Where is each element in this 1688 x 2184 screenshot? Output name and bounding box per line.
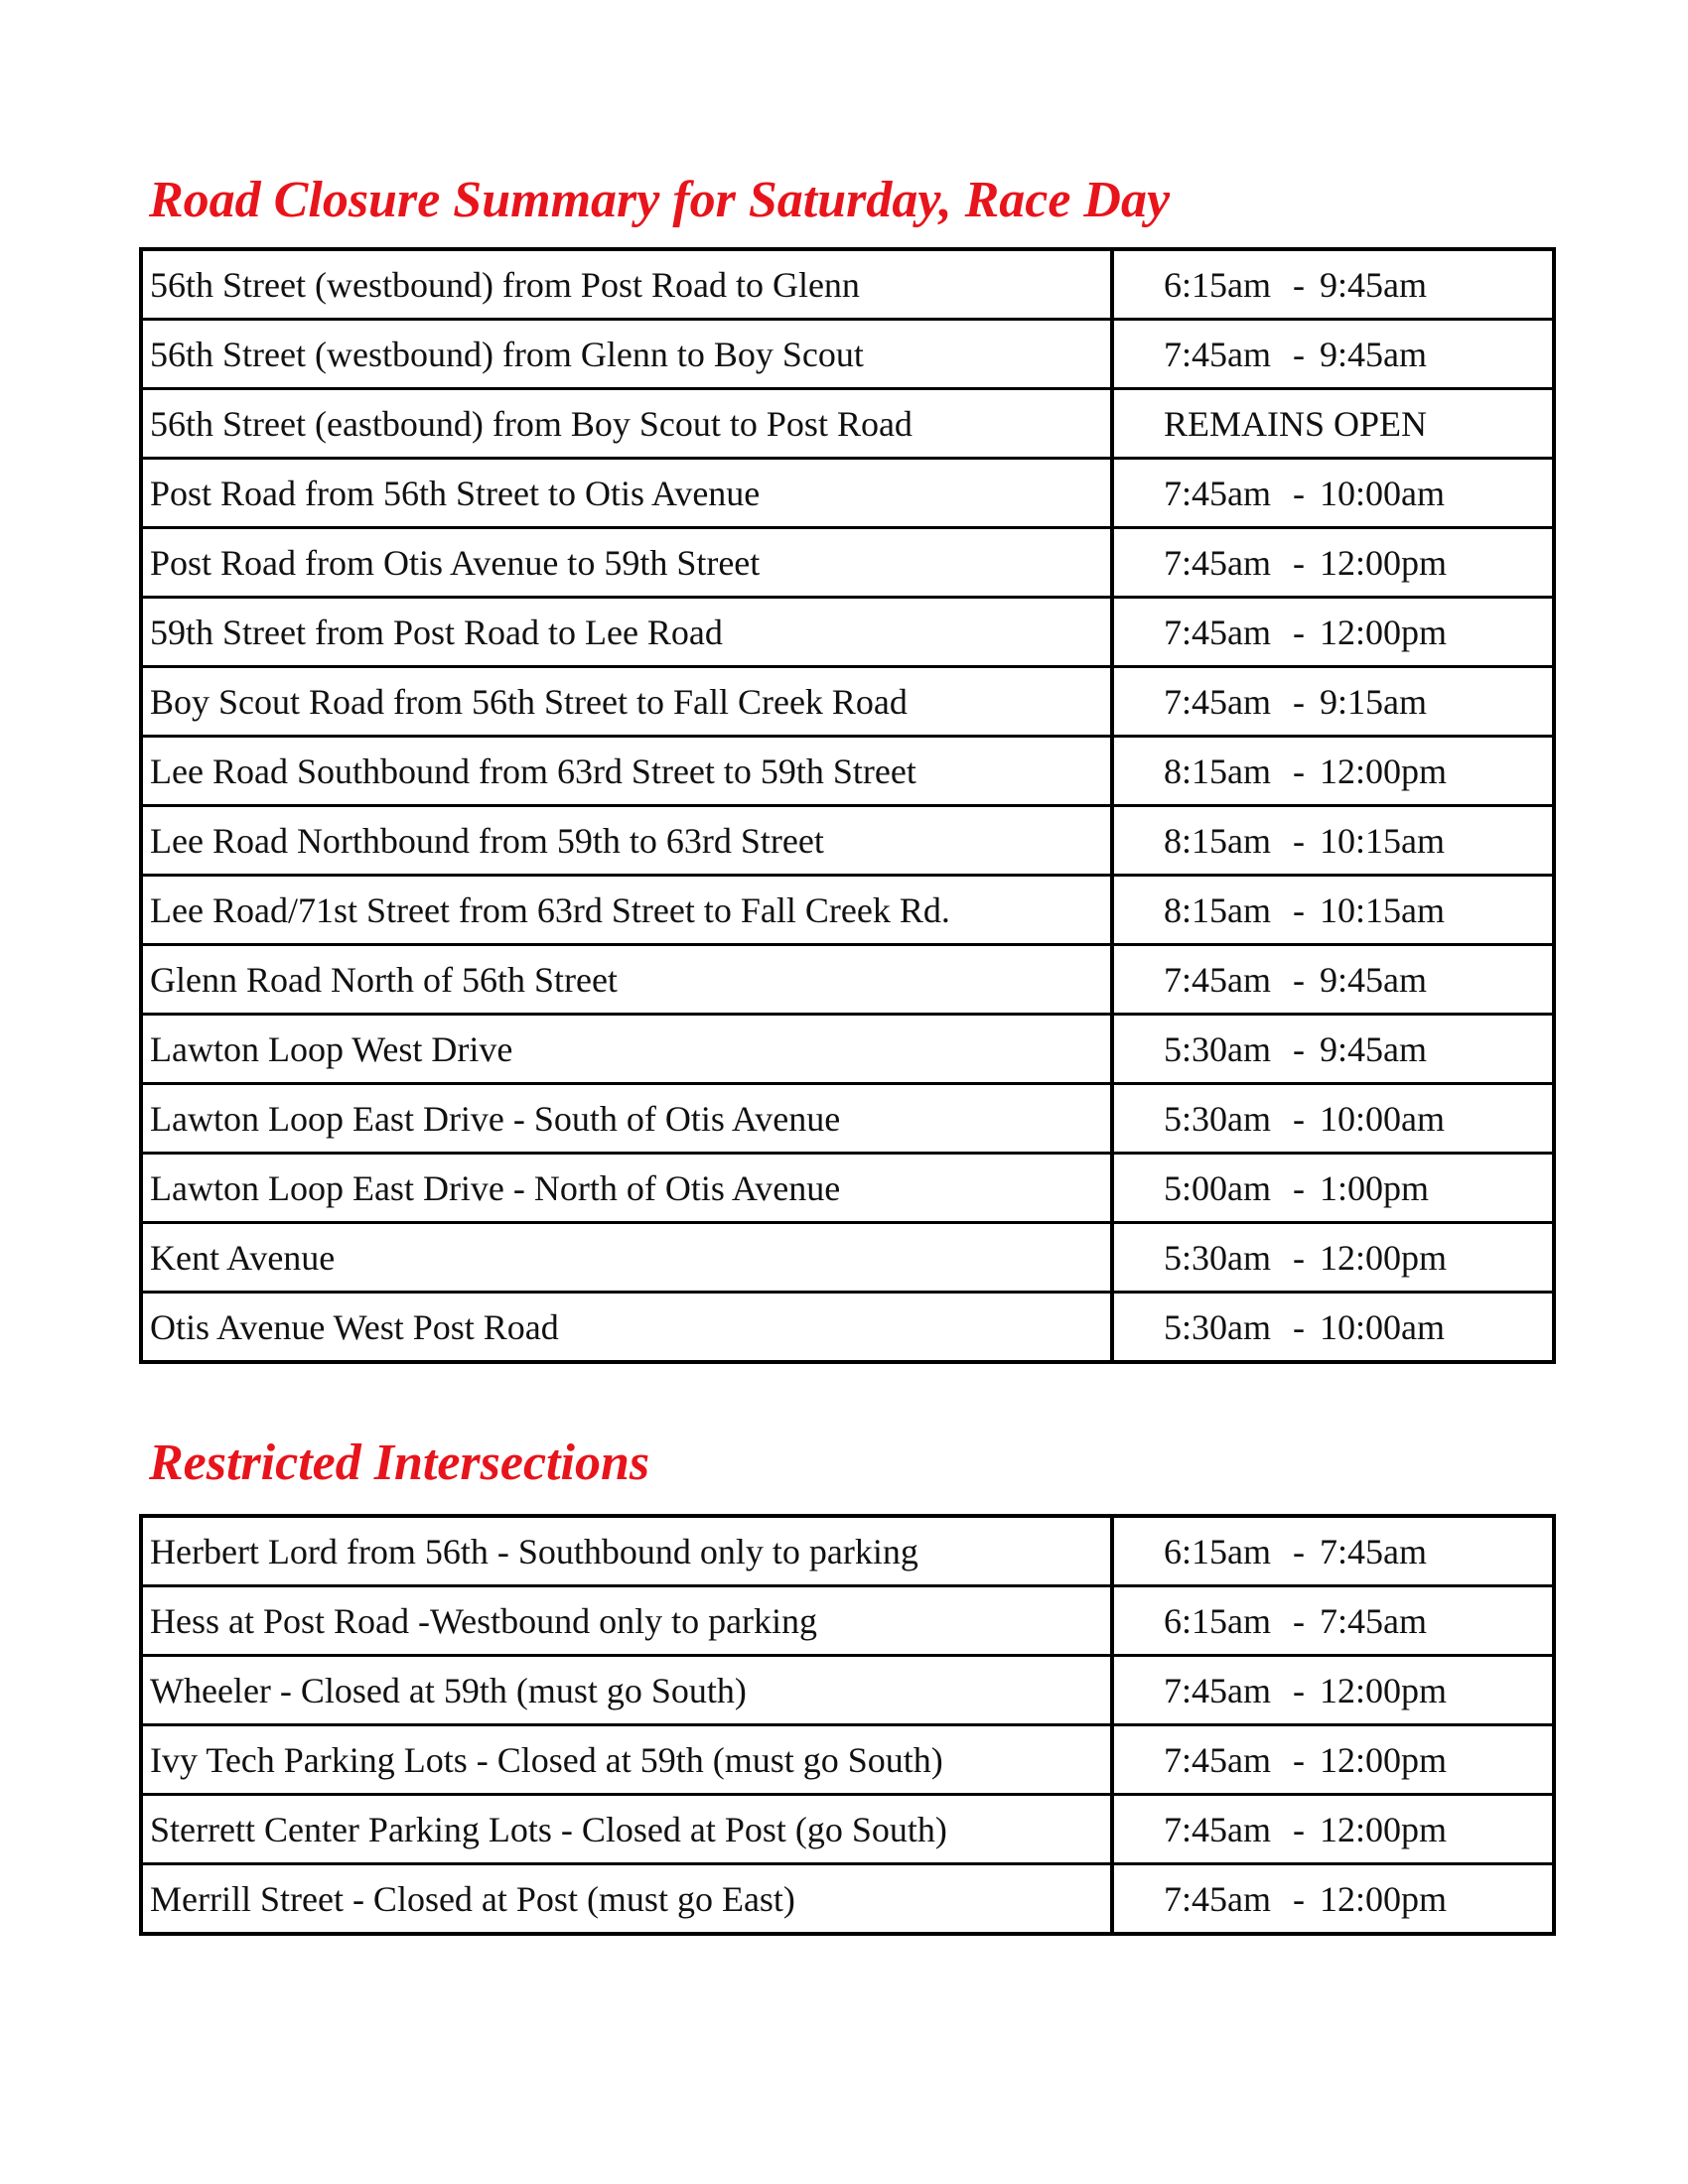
restricted-intersection-row [141,1864,1554,1935]
time-window-cell [1112,737,1554,806]
time-window-cell [1112,1015,1554,1084]
road-closure-row [141,320,1554,389]
time-separator: - [1293,1167,1305,1208]
end-time: 10:15am [1320,820,1445,861]
road-name-cell: Ivy Tech Parking Lots - Closed at 59th (must go South) [141,1725,1112,1795]
restricted-intersection-row [141,1795,1554,1864]
road-closure-row [141,598,1554,667]
road-name-cell: Merrill Street - Closed at Post (must go East) [141,1864,1112,1935]
road-name-cell: Otis Avenue West Post Road [141,1293,1112,1363]
road-closure-row [141,1293,1554,1363]
start-time: 5:00am [1164,1167,1271,1208]
time-window-cell [1112,1516,1554,1586]
road-closure-row [141,459,1554,528]
end-time: 7:45am [1320,1531,1427,1571]
time-separator: - [1293,264,1305,305]
road-closure-rows [141,249,1554,1362]
end-time: 9:45am [1320,334,1427,374]
time-separator: - [1293,681,1305,722]
road-name-cell: 56th Street (westbound) from Glenn to Boy Scout [141,320,1112,389]
restricted-intersection-row [141,1586,1554,1656]
road-name-cell: Wheeler - Closed at 59th (must go South) [141,1656,1112,1725]
time-window-cell [1112,1586,1554,1656]
time-window-cell [1112,667,1554,737]
start-time: 7:45am [1164,334,1271,374]
road-name-cell: Herbert Lord from 56th - Southbound only to parking [141,1516,1112,1586]
time-separator: - [1293,1600,1305,1641]
road-name-cell: 56th Street (westbound) from Post Road to Glenn [141,249,1112,320]
road-closure-row [141,1154,1554,1223]
road-name-cell: Lee Road Southbound from 63rd Street to 59th Street [141,737,1112,806]
time-separator: - [1293,1098,1305,1139]
time-window-cell [1112,1795,1554,1864]
start-time: 7:45am [1164,959,1271,1000]
road-name-cell: Lawton Loop West Drive [141,1015,1112,1084]
start-time: 6:15am [1164,264,1271,305]
time-window-cell [1112,389,1554,459]
end-time: 9:45am [1320,1028,1427,1069]
time-window-cell [1112,1223,1554,1293]
time-window-cell [1112,459,1554,528]
start-time: 5:30am [1164,1237,1271,1278]
end-time: 10:00am [1320,1098,1445,1139]
time-separator: - [1293,1531,1305,1571]
time-window-cell [1112,1154,1554,1223]
road-name-cell: Boy Scout Road from 56th Street to Fall Creek Road [141,667,1112,737]
end-time: 9:45am [1320,264,1427,305]
road-closure-row [141,1084,1554,1154]
time-window-cell [1112,528,1554,598]
time-window-cell [1112,320,1554,389]
start-time: 7:45am [1164,1739,1271,1780]
time-separator: - [1293,473,1305,513]
road-closure-row [141,945,1554,1015]
road-name-cell: Lawton Loop East Drive - South of Otis Avenue [141,1084,1112,1154]
start-time: 7:45am [1164,1809,1271,1849]
end-time: 12:00pm [1320,542,1448,583]
time-window-cell [1112,806,1554,876]
start-time: 8:15am [1164,889,1271,930]
end-time: 12:00pm [1320,1237,1448,1278]
road-closure-row [141,667,1554,737]
road-name-cell: Lawton Loop East Drive - North of Otis Avenue [141,1154,1112,1223]
start-time: 5:30am [1164,1028,1271,1069]
end-time: 10:00am [1320,473,1445,513]
status-text: REMAINS OPEN [1164,403,1428,444]
time-separator: - [1293,612,1305,652]
road-closure-row [141,806,1554,876]
start-time: 7:45am [1164,542,1271,583]
start-time: 6:15am [1164,1531,1271,1571]
road-closure-row [141,528,1554,598]
start-time: 5:30am [1164,1098,1271,1139]
time-separator: - [1293,1670,1305,1710]
start-time: 8:15am [1164,820,1271,861]
restricted-intersection-row [141,1516,1554,1586]
time-separator: - [1293,751,1305,791]
road-name-cell: Glenn Road North of 56th Street [141,945,1112,1015]
time-separator: - [1293,820,1305,861]
road-name-cell: Sterrett Center Parking Lots - Closed at Post (go South) [141,1795,1112,1864]
time-separator: - [1293,542,1305,583]
road-name-cell: Lee Road/71st Street from 63rd Street to Fall Creek Rd. [141,876,1112,945]
time-window-cell [1112,249,1554,320]
road-closure-table [139,247,1556,1364]
time-window-cell [1112,1725,1554,1795]
end-time: 12:00pm [1320,612,1448,652]
end-time: 7:45am [1320,1600,1427,1641]
restricted-intersection-row [141,1725,1554,1795]
time-window-cell [1112,1864,1554,1935]
end-time: 10:00am [1320,1306,1445,1347]
restricted-intersections-heading: Restricted Intersections [149,1434,650,1491]
time-window-cell [1112,876,1554,945]
restricted-intersection-row [141,1656,1554,1725]
time-window-cell [1112,598,1554,667]
time-window-cell [1112,1293,1554,1363]
road-closure-row [141,876,1554,945]
time-separator: - [1293,1306,1305,1347]
road-name-cell: 56th Street (eastbound) from Boy Scout to Post Road [141,389,1112,459]
start-time: 7:45am [1164,1878,1271,1919]
road-closure-row [141,389,1554,459]
time-separator: - [1293,959,1305,1000]
time-separator: - [1293,1809,1305,1849]
end-time: 10:15am [1320,889,1445,930]
road-name-cell: Hess at Post Road -Westbound only to parking [141,1586,1112,1656]
start-time: 6:15am [1164,1600,1271,1641]
road-name-cell: Post Road from 56th Street to Otis Avenue [141,459,1112,528]
start-time: 5:30am [1164,1306,1271,1347]
start-time: 7:45am [1164,612,1271,652]
restricted-intersection-rows [141,1516,1554,1934]
road-name-cell: Post Road from Otis Avenue to 59th Street [141,528,1112,598]
end-time: 12:00pm [1320,751,1448,791]
road-name-cell: Lee Road Northbound from 59th to 63rd Street [141,806,1112,876]
start-time: 8:15am [1164,751,1271,791]
road-closure-row [141,249,1554,320]
road-closure-row [141,1223,1554,1293]
start-time: 7:45am [1164,473,1271,513]
start-time: 7:45am [1164,1670,1271,1710]
end-time: 1:00pm [1320,1167,1430,1208]
end-time: 12:00pm [1320,1809,1448,1849]
time-window-cell [1112,945,1554,1015]
restricted-intersections-table [139,1514,1556,1936]
time-separator: - [1293,1878,1305,1919]
road-name-cell: 59th Street from Post Road to Lee Road [141,598,1112,667]
end-time: 12:00pm [1320,1670,1448,1710]
time-separator: - [1293,1028,1305,1069]
road-closure-row [141,1015,1554,1084]
road-closure-heading: Road Closure Summary for Saturday, Race Day [149,172,1171,228]
time-separator: - [1293,1739,1305,1780]
end-time: 12:00pm [1320,1739,1448,1780]
time-separator: - [1293,1237,1305,1278]
time-window-cell [1112,1656,1554,1725]
time-separator: - [1293,889,1305,930]
end-time: 12:00pm [1320,1878,1448,1919]
end-time: 9:15am [1320,681,1427,722]
end-time: 9:45am [1320,959,1427,1000]
time-window-cell [1112,1084,1554,1154]
time-separator: - [1293,334,1305,374]
road-closure-row [141,737,1554,806]
road-name-cell: Kent Avenue [141,1223,1112,1293]
start-time: 7:45am [1164,681,1271,722]
